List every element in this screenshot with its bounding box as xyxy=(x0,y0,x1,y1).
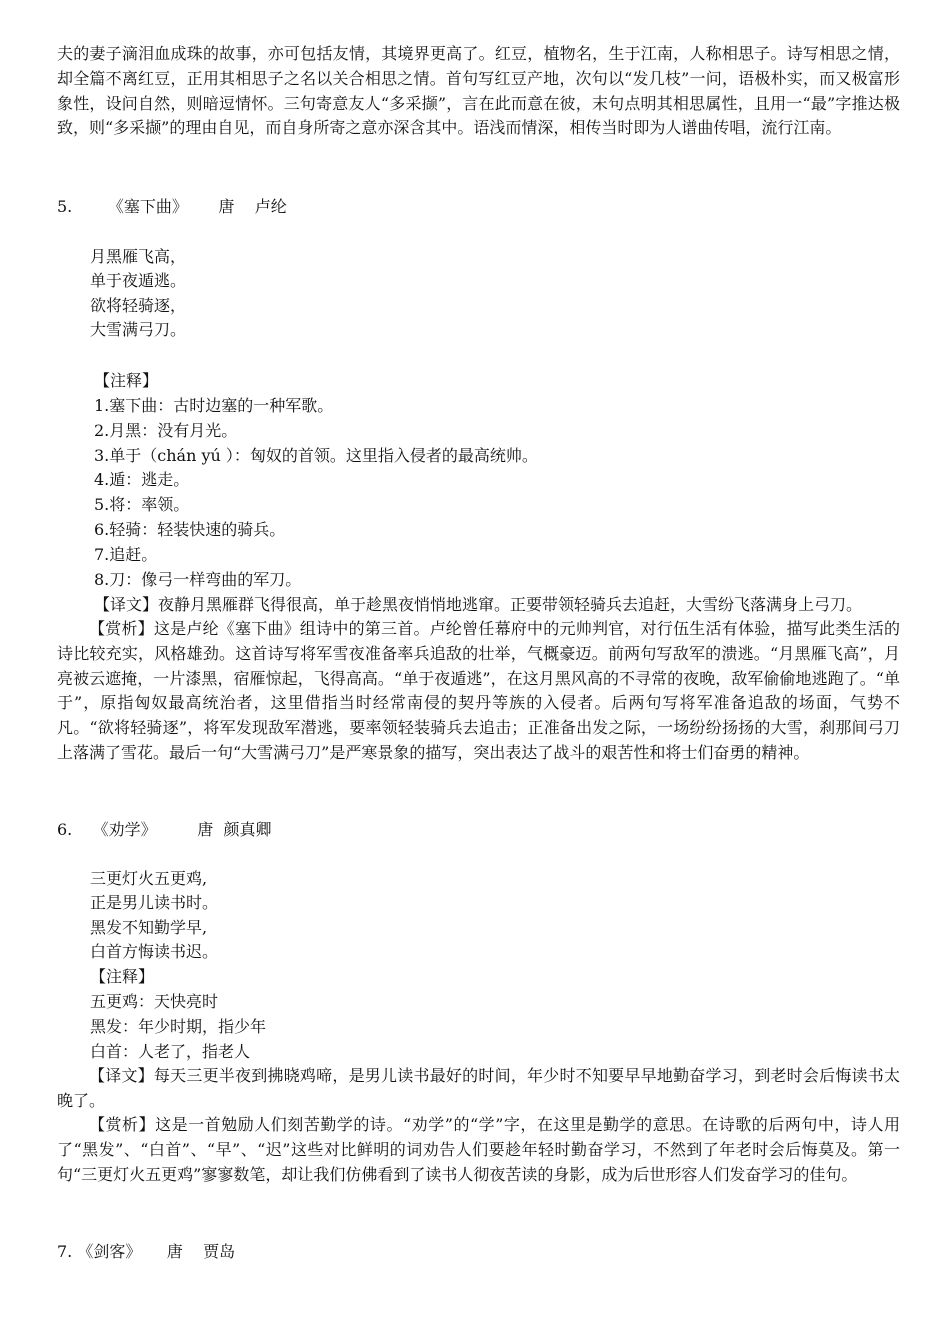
intro-paragraph: 夫的妻子滴泪血成珠的故事，亦可包括友情，其境界更高了。红豆，植物名，生于江南，人称相思子。诗写相思之情，却全篇不离红豆，正用其相思子之名以关合相思之情。首句写红豆产地，次句以“发几枝”一问，语极朴实，而又极富形象性，设问自然，则暗逗情怀。三句寄意友人“多采撷”，言在此而意在彼，末句点明其相思属性，且用一“最”字推达极致，则“多采撷”的理由自见，而自身所寄之意亦深含其中。语浅而情深，相传当时即为人谱曲传唱，流行江南。 xyxy=(57,44,900,138)
poem5-appreciation: 【赏析】这是卢纶《塞下曲》组诗中的第三首。卢纶曾任幕府中的元帅判官，对行伍生活有体验，描写此类生活的诗比较充实，风格雄劲。这首诗写将军雪夜准备率兵追敌的壮举，气概豪迈。前两句写敌军的溃逃。“月黑雁飞高”，月亮被云遮掩，一片漆黑，宿雁惊起，飞得高高。“单于夜遁逃”，在这月黑风高的不寻常的夜晚，敌军偷偷地逃跑了。“单于”，原指匈奴最高统治者，这里借指当时经常南侵的契丹等族的入侵者。后两句写将军准备追敌的场面，气势不凡。“欲将轻骑逐”，将军发现敌军潜逃，要率领轻装骑兵去追击；正准备出发之际，一场纷纷扬扬的大雪，刹那间弓刀上落满了雪花。最后一句“大雪满弓刀”是严寒景象的描写，突出表达了战斗的艰苦性和将士们奋勇的精神。 xyxy=(57,619,900,762)
poem6-translation: 【译文】每天三更半夜到拂晓鸡啼，是男儿读书最好的时间，年少时不知要早早地勤奋学习，到老时会后悔读书太晚了。 xyxy=(57,1066,900,1110)
poem5-line-1: 月黑雁飞高， xyxy=(90,247,187,266)
poem5-note-5: 5.将：率领。 xyxy=(94,495,190,514)
poem5-translation: 【译文】夜静月黑雁群飞得很高，单于趁黑夜悄悄地逃窜。正要带领轻骑兵去追赶，大雪纷飞落满身上弓刀。 xyxy=(94,595,863,614)
poem5-notes-title: 【注释】 xyxy=(94,371,159,390)
poem6-note-2: 黑发：年少时期，指少年 xyxy=(90,1017,267,1036)
poem5-line-3: 欲将轻骑逐， xyxy=(90,296,187,315)
poem6-notes-title: 【注释】 xyxy=(90,967,155,986)
poem6-heading: 6. 《劝学》 唐 颜真卿 xyxy=(57,820,272,839)
poem6-line-2: 正是男儿读书时。 xyxy=(90,893,219,912)
poem5-note-2: 2.月黑：没有月光。 xyxy=(94,421,238,440)
poem6-line-3: 黑发不知勤学早, xyxy=(90,918,208,937)
poem5-note-7: 7.追赶。 xyxy=(94,545,158,564)
poem6-note-3: 白首：人老了，指老人 xyxy=(90,1042,251,1061)
poem6-line-4: 白首方悔读书迟。 xyxy=(90,942,219,961)
poem5-note-6: 6.轻骑：轻装快速的骑兵。 xyxy=(94,520,286,539)
poem5-line-2: 单于夜遁逃。 xyxy=(90,271,187,290)
poem5-note-3: 3.单于（chán yú ）：匈奴的首领。这里指入侵者的最高统帅。 xyxy=(94,446,538,465)
poem5-note-4: 4.遁：逃走。 xyxy=(94,470,190,489)
poem5-line-4: 大雪满弓刀。 xyxy=(90,320,187,339)
poem5-heading: 5. 《塞下曲》 唐 卢纶 xyxy=(57,197,287,216)
poem6-note-1: 五更鸡：天快亮时 xyxy=(90,992,219,1011)
poem6-line-1: 三更灯火五更鸡, xyxy=(90,869,208,888)
poem5-note-1: 1.塞下曲：古时边塞的一种军歌。 xyxy=(94,396,334,415)
poem5-note-8: 8.刀：像弓一样弯曲的军刀。 xyxy=(94,570,302,589)
poem6-appreciation: 【赏析】这是一首勉励人们刻苦勤学的诗。“劝学”的“学”字，在这里是勤学的意思。在诗歌的后两句中，诗人用了“黑发”、“白首”、“早”、“迟”这些对比鲜明的词劝告人们要趁年轻时勤奋学习，不然到了年老时会后悔莫及。第一句“三更灯火五更鸡”寥寥数笔，却让我们仿佛看到了读书人彻夜苦读的身影，成为后世形容人们发奋学习的佳句。 xyxy=(57,1115,900,1184)
poem7-heading: 7. 《剑客》 唐 贾岛 xyxy=(57,1242,236,1261)
